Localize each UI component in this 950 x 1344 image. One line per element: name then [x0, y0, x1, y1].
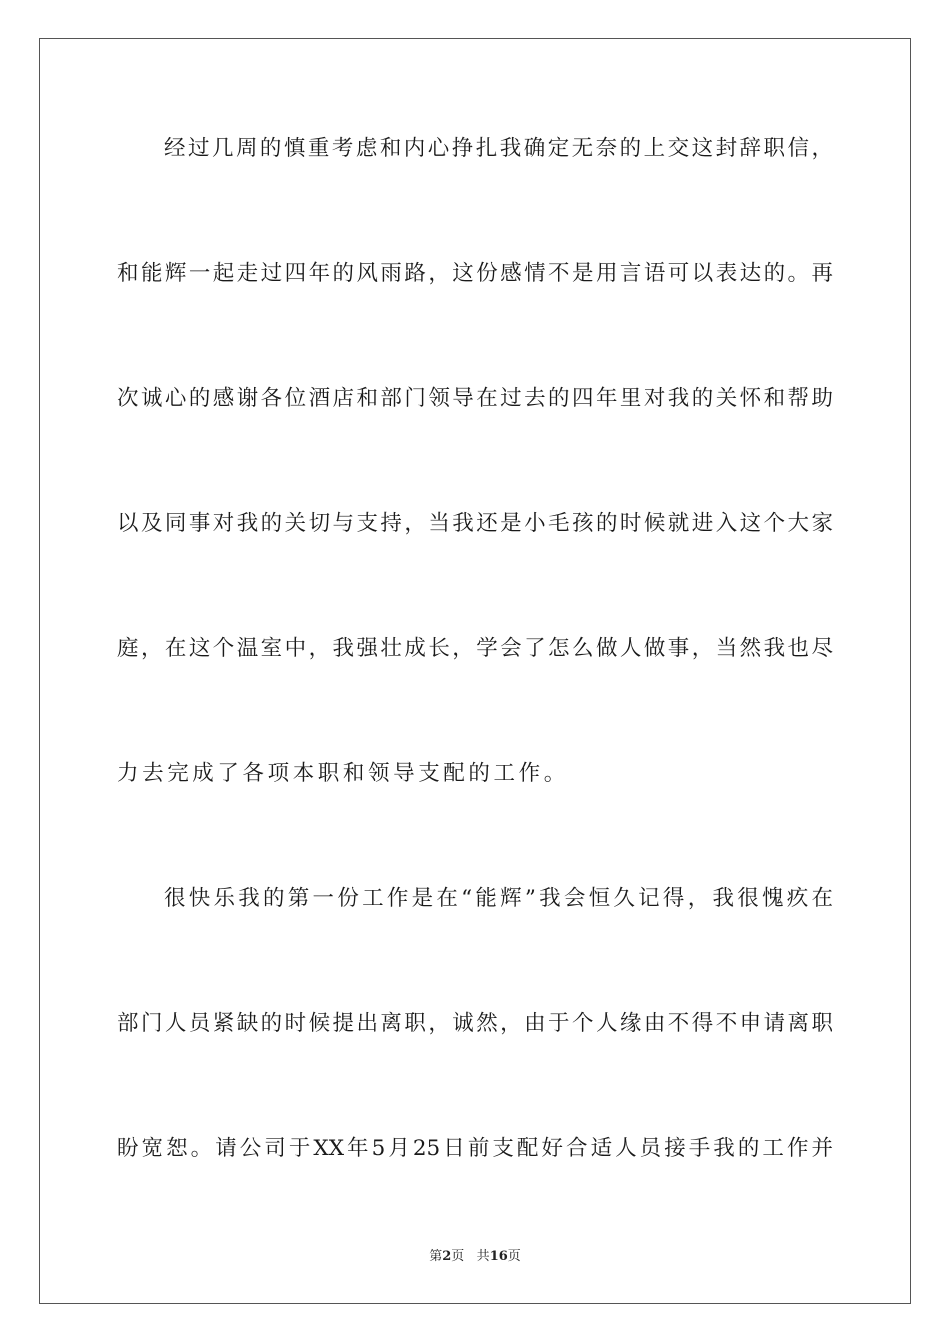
paragraph-line: 很快乐我的第一份工作是在“能辉”我会恒久记得，我很愧疚在: [164, 886, 833, 911]
paragraph-line: 以及同事对我的关切与支持，当我还是小毛孩的时候就进入这个大家: [117, 511, 833, 536]
paragraph-line: 和能辉一起走过四年的风雨路，这份感情不是用言语可以表达的。再: [117, 261, 833, 286]
paragraph-line: 庭，在这个温室中，我强壮成长，学会了怎么做人做事，当然我也尽: [117, 636, 833, 661]
total-pages: 16: [489, 1249, 508, 1264]
page-number: 2: [442, 1249, 452, 1264]
paragraph-line: 盼宽恕。请公司于XX年5月25日前支配好合适人员接手我的工作并: [117, 1136, 833, 1161]
page-prefix: 第: [429, 1249, 443, 1264]
paragraph-line: 经过几周的慎重考虑和内心挣扎我确定无奈的上交这封辞职信，: [164, 136, 833, 161]
total-unit: 页: [507, 1249, 521, 1264]
paragraph-line: 次诚心的感谢各位酒店和部门领导在过去的四年里对我的关怀和帮助: [117, 386, 833, 411]
paragraph-line: 力去完成了各项本职和领导支配的工作。: [117, 761, 569, 786]
paragraph-line: 部门人员紧缺的时候提出离职，诚然，由于个人缘由不得不申请离职: [117, 1011, 833, 1036]
page-unit: 页: [451, 1249, 465, 1264]
page-footer: [0, 1248, 950, 1266]
total-prefix: 共: [476, 1249, 490, 1264]
page-border: [39, 38, 911, 1304]
